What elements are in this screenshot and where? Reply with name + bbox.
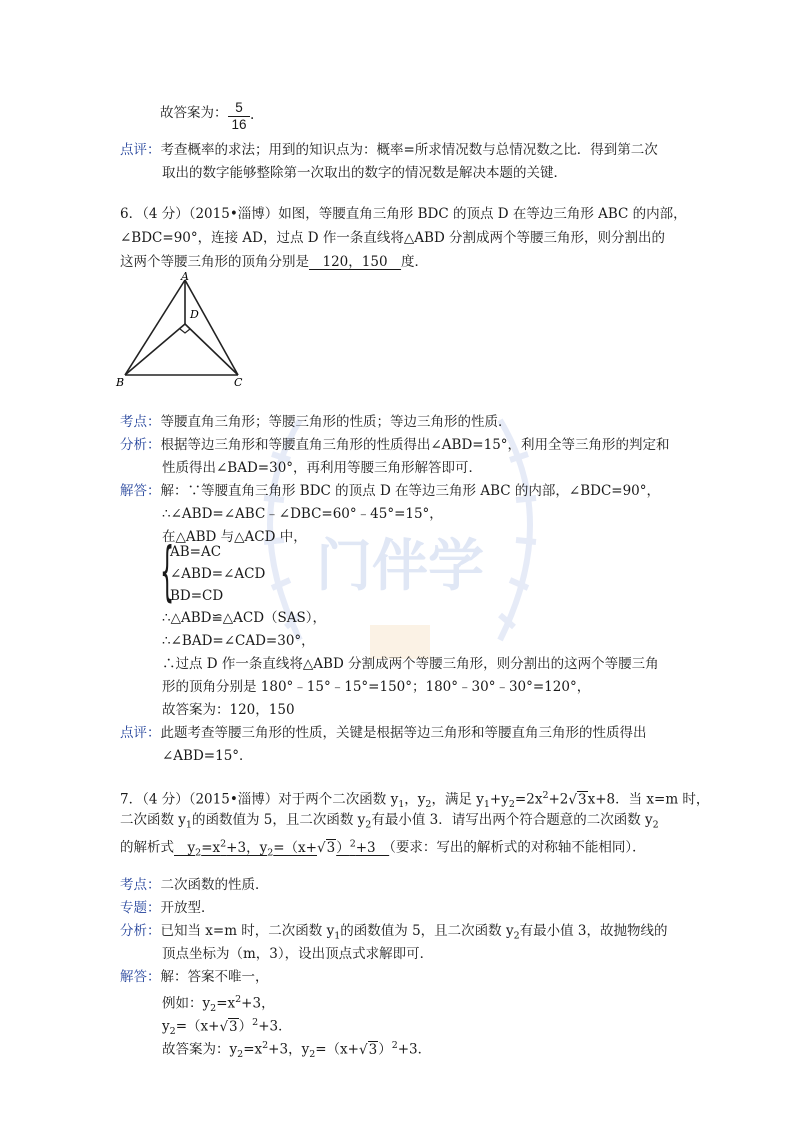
q6-fenxi-line-2: 性质得出∠BAD=30°，再利用等腰三角形解答即可． xyxy=(162,460,483,476)
label-a: A xyxy=(181,272,189,283)
label-c: C xyxy=(234,376,243,389)
q6-fenxi-line-1: 分析：根据等边三角形和等腰直角三角形的性质得出∠ABD=15°，利用全等三角形的判定和 xyxy=(120,437,670,453)
label-b: B xyxy=(116,376,125,389)
q6-dianping-line-1: 点评：此题考查等腰三角形的性质，关键是根据等边三角形和等腰直角三角形的性质得出 xyxy=(120,725,647,741)
q6-jieda-line-3: 在△ABD 与△ACD 中， xyxy=(162,529,307,545)
q7-stem-line-3: 的解析式 $y_2=x^2+3$，$y_2=(x+√3)^2+3$ （要求：写出的解析式的对称轴不能相同）． xyxy=(120,838,646,859)
system-eq-3: BD=CD xyxy=(170,588,224,604)
q6-jieda-line-4: ∴△ABD≌△ACD（SAS）， xyxy=(162,610,327,626)
q6-jieda-line-8: 故答案为：120，150 xyxy=(162,702,295,718)
q7-jieda-line-4: 故答案为：$y_2=x^2+3$，$y_2=(x+√3)^2+3$． xyxy=(162,1040,432,1061)
q6-dianping-line-2: ∠ABD=15°． xyxy=(162,748,253,764)
q7-kaodian: 考点：二次函数的性质． xyxy=(120,877,269,893)
equation-system-brace: { xyxy=(160,535,175,609)
q6-stem-line-1: 6．（4 分）（2015•淄博）如图，等腰直角三角形 BDC 的顶点 D 在等边三角形 ABC 的内部， xyxy=(120,206,687,222)
q6-stem-line-3: 这两个等腰三角形的顶角分别是 120，150 度． xyxy=(120,254,429,270)
q6-stem-line-2: ∠BDC=90°，连接 AD，过点 D 作一条直线将△ABD 分割成两个等腰三角形，则分割出的 xyxy=(120,230,666,246)
prev-answer-suffix: . xyxy=(250,107,255,123)
q6-kaodian: 考点：等腰直角三角形；等腰三角形的性质；等边三角形的性质． xyxy=(120,414,512,430)
q6-jieda-line-6: ∴过点 D 作一条直线将△ABD 分割成两个等腰三角形，则分割出的这两个等腰三角 xyxy=(162,656,659,672)
q7-answer-blank: $y_2=x^2+3$，$y_2=(x+√3)^2+3$ xyxy=(174,838,390,859)
q6-jieda-line-7: 形的顶角分别是 180°﹣15°﹣15°=150°；180°﹣30°﹣30°=120°， xyxy=(162,679,591,695)
q6-jieda-line-1: 解答：解：∵等腰直角三角形 BDC 的顶点 D 在等边三角形 ABC 的内部，∠BDC=90°， xyxy=(120,483,661,499)
q7-stem-line-2: 二次函数 $y_1$的函数值为 5，且二次函数 $y_2$有最小值 3．请写出两个符合题意的二次函数 $y_2$ xyxy=(120,812,659,831)
q7-jieda-line-2: 例如：$y_2=x^2+3$， xyxy=(162,994,275,1015)
prev-fraction: $\frac{5}{16}$ xyxy=(228,100,250,133)
q7-jieda-line-3: $y_2=(x+√3)^2+3$． xyxy=(162,1017,292,1038)
prev-answer: 故答案为： xyxy=(160,105,228,121)
prev-comment-line-2: 取出的数字能够整除第一次取出的数字的情况数是解决本题的关键． xyxy=(162,165,567,181)
sqrt-3: √3 xyxy=(568,791,587,808)
q6-answer-blank: 120，150 xyxy=(309,254,402,270)
system-eq-2: ∠ABD=∠ACD xyxy=(170,566,266,582)
q7-jieda-line-1: 解答：解：答案不唯一， xyxy=(120,969,269,985)
prev-comment-line-1: 点评：考查概率的求法；用到的知识点为：概率=所求情况数与总情况数之比．得到第二次 xyxy=(120,142,658,158)
system-eq-1: AB=AC xyxy=(170,544,222,560)
q6-jieda-line-2: ∴∠ABD=∠ABC﹣∠DBC=60°﹣45°=15°， xyxy=(162,506,443,522)
q7-fenxi-line-1: 分析：已知当 x=m 时，二次函数 $y_1$的函数值为 5，且二次函数 $y_2$有最小值 3，故抛物线的 xyxy=(120,923,668,942)
label-d: D xyxy=(190,308,199,321)
q7-fenxi-line-2: 顶点坐标为（m，3），设出顶点式求解即可． xyxy=(162,946,434,962)
q7-zhuanti: 专题：开放型． xyxy=(120,900,215,916)
q6-triangle-figure xyxy=(112,272,252,392)
q6-jieda-line-5: ∴∠BAD=∠CAD=30°， xyxy=(162,633,315,649)
q7-stem-line-1: 7．（4 分）（2015•淄博）对于两个二次函数 $y_1$，$y_2$，满足 $y_1+y_2=2x^2+2√3x+8$．当 x=m 时， xyxy=(120,790,710,811)
watermark-text: 门伴学 xyxy=(316,534,484,599)
